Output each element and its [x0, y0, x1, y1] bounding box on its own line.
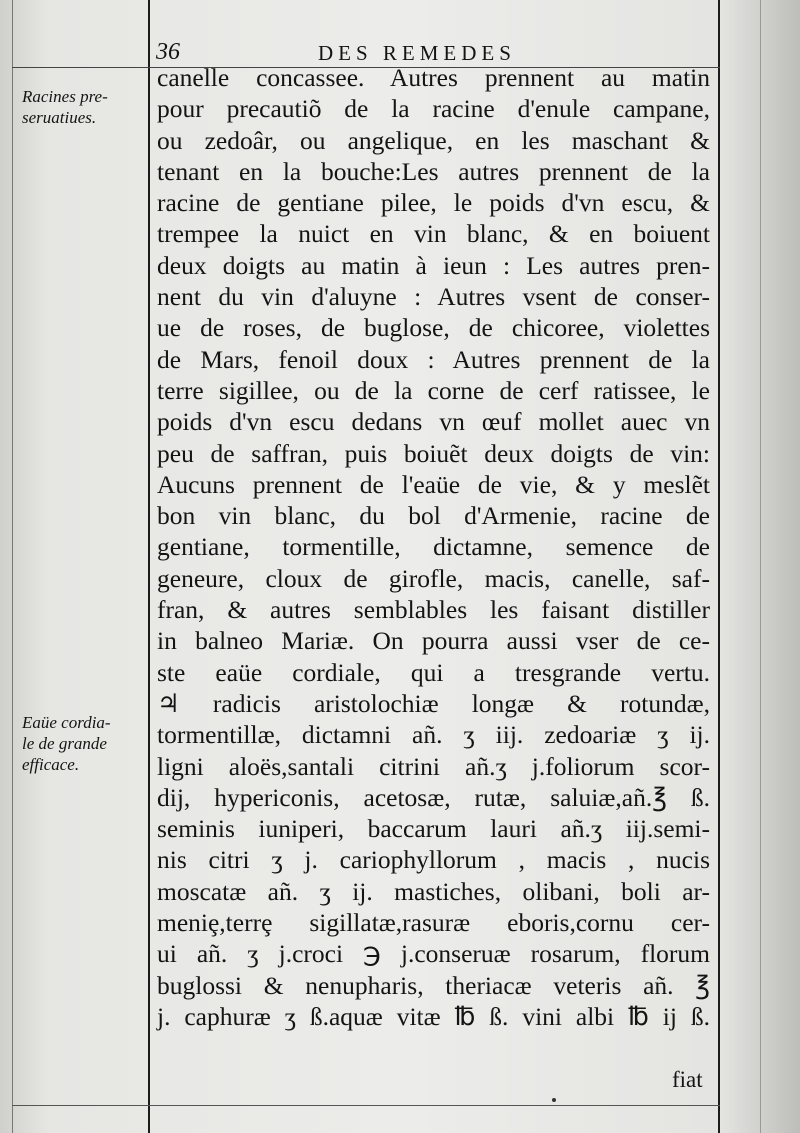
text-line: ligni aloës,santali citrini añ.ʒ j.foliorum scor-: [157, 751, 710, 781]
text-line: gentiane, tormentille, dictamne, semence de: [157, 532, 710, 562]
sidenote-line: le de grande: [22, 734, 107, 753]
text-line: meniȩ,terrȩ sigillatæ,rasuræ eboris,cornu cer-: [157, 908, 710, 938]
text-line: seminis iuniperi, baccarum lauri añ.ʒ iij.semi-: [157, 814, 710, 844]
margin-rule-left: [148, 0, 150, 1133]
text-line: trempee la nuict en vin blanc, & en boiuent: [157, 219, 710, 249]
sidenote-line: efficace.: [22, 755, 80, 774]
text-line: canelle concassee. Autres prennent au matin: [157, 63, 710, 92]
ink-dot: [552, 1098, 556, 1102]
text-line: de Mars, fenoil doux : Autres prennent de la: [157, 344, 710, 374]
sidenote-line: Eaüe cordia-: [22, 713, 111, 732]
page-number: 36: [156, 39, 180, 65]
outer-margin-rule: [12, 0, 13, 1133]
page-edge-line: [760, 0, 761, 1133]
text-line: poids d'vn escu dedans vn œuf mollet auec vn: [157, 407, 710, 437]
running-head: DES REMEDES: [318, 41, 516, 65]
text-line: ou zedoâr, ou angelique, en les maschant &: [157, 125, 710, 155]
text-line: j. caphuræ ʒ ß.aquæ vitæ ℔ ß. vini albi ℔ ij ß.: [157, 1001, 710, 1031]
text-line: ste eaüe cordiale, qui a tresgrande vertu.: [157, 657, 710, 687]
text-line: Aucuns prennent de l'eaüe de vie, & y meslẽt: [157, 469, 710, 499]
text-line: tenant en la bouche:Les autres prennent de la: [157, 156, 710, 186]
sidenote-line: seruatiues.: [22, 108, 97, 127]
text-line: racine de gentiane pilee, le poids d'vn escu, &: [157, 188, 710, 218]
catchword: fiat: [672, 1067, 703, 1092]
sidenote-line: Racines pre-: [22, 87, 108, 106]
text-line: deux doigts au matin à ieun : Les autres pren-: [157, 250, 710, 280]
text-line: nis citri ʒ j. cariophyllorum , macis , nucis: [157, 845, 710, 875]
text-line: bon vin blanc, du bol d'Armenie, racine de: [157, 501, 710, 531]
footer-rule: [12, 1105, 720, 1106]
margin-rule-right: [718, 0, 720, 1133]
text-line: terre sigillee, ou de la corne de cerf ratissee, le: [157, 375, 710, 405]
text-line: in balneo Mariæ. On pourra aussi vser de ce-: [157, 626, 710, 656]
text-line: pour precautiõ de la racine d'enule campane,: [157, 94, 710, 124]
text-line: nent du vin d'aluyne : Autres vsent de conser-: [157, 282, 710, 312]
text-line: ui añ. ʒ j.croci ℈ j.conseruæ rosarum, florum: [157, 939, 710, 969]
text-line: fran, & autres semblables les faisant distiller: [157, 595, 710, 625]
text-line: moscatæ añ. ʒ ij. mastiches, olibani, boli ar-: [157, 876, 710, 906]
text-line: ue de roses, de buglose, de chicoree, violettes: [157, 313, 710, 343]
text-line: geneure, cloux de girofle, macis, canelle, saf-: [157, 563, 710, 593]
sidenote-racines: [22, 86, 148, 128]
text-line: tormentillæ, dictamni añ. ʒ iij. zedoariæ ʒ ij.: [157, 720, 710, 750]
sidenote-eaue-cordiale: [22, 712, 148, 775]
text-line: dij, hypericonis, acetosæ, rutæ, saluiæ,añ.℥ ß.: [157, 782, 710, 812]
text-line: buglossi & nenupharis, theriacæ veteris añ. ℥: [157, 970, 710, 1000]
text-line: peu de saffran, puis boiuẽt deux doigts de vin:: [157, 438, 710, 468]
body-text: [157, 62, 710, 1032]
text-line: ♃ radicis aristolochiæ longæ & rotundæ,: [157, 688, 710, 718]
